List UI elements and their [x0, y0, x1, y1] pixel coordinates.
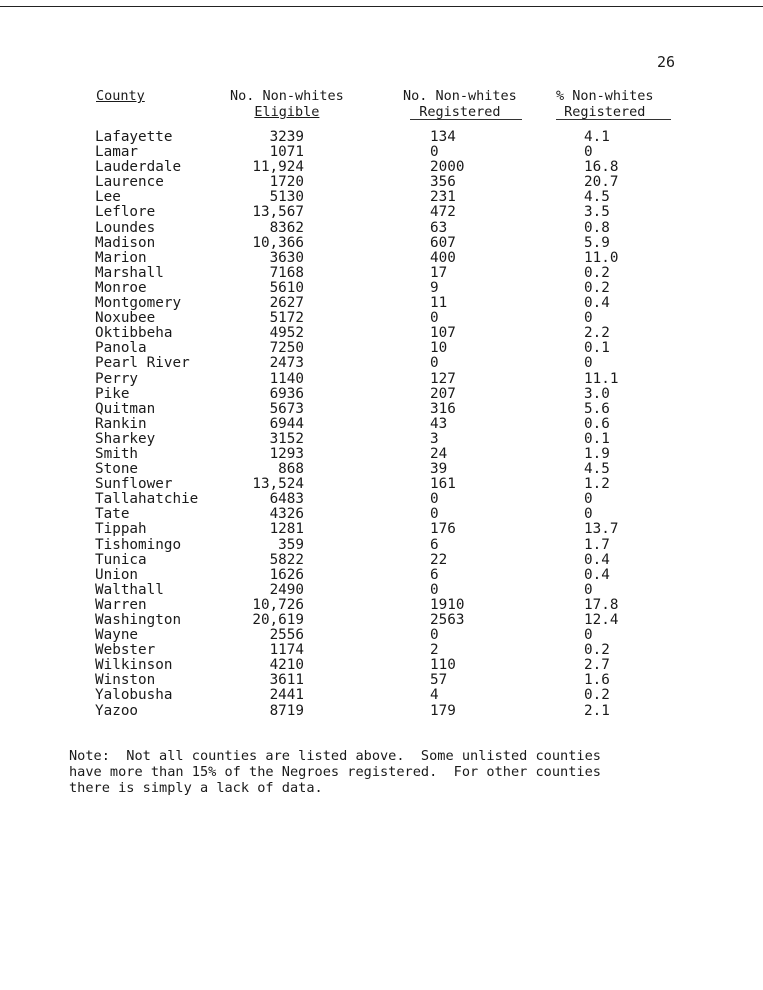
percent-cell: 16.8 — [584, 159, 619, 176]
registered-cell: 10 — [430, 340, 448, 357]
eligible-cell: 5673 — [269, 400, 304, 417]
eligible-cell: 359 — [278, 536, 304, 553]
table-row — [0, 341, 763, 356]
header-eligible-line2: Eligible — [254, 104, 320, 120]
registered-cell: 161 — [430, 476, 456, 493]
table-row — [0, 236, 763, 251]
table-row — [0, 658, 763, 673]
county-cell: Leflore — [95, 204, 156, 221]
county-cell: Washington — [95, 612, 182, 628]
eligible-cell: 20,619 — [252, 612, 304, 628]
table-row — [0, 462, 763, 477]
table-row — [0, 372, 763, 387]
eligible-cell: 2490 — [269, 581, 304, 598]
header-county-label: County — [96, 88, 145, 104]
registered-cell: 356 — [430, 174, 456, 191]
eligible-cell: 8719 — [269, 702, 304, 719]
table-row — [0, 492, 763, 507]
registered-cell: 3 — [430, 430, 439, 447]
eligible-cell: 13,567 — [252, 204, 304, 221]
header-registered-line2: Registered — [419, 104, 501, 120]
county-cell: Smith — [95, 445, 139, 462]
county-cell: Monroe — [95, 279, 147, 296]
table-row — [0, 281, 763, 296]
table-row — [0, 507, 763, 522]
percent-cell: 4.5 — [584, 461, 610, 478]
page-number: 26 — [657, 53, 676, 71]
registered-cell: 22 — [430, 551, 448, 568]
eligible-cell: 3152 — [269, 430, 304, 447]
eligible-cell: 2473 — [269, 355, 304, 372]
table-row — [0, 538, 763, 553]
registered-cell: 17 — [430, 264, 448, 281]
table-row — [0, 598, 763, 613]
percent-cell: 4.5 — [584, 189, 610, 206]
eligible-cell: 3630 — [269, 249, 304, 266]
county-cell: Tunica — [95, 551, 147, 568]
header-percent-line1: % Non-whites — [556, 88, 654, 104]
percent-cell: 0.1 — [584, 340, 610, 357]
header-percent-line2: Registered — [564, 104, 646, 120]
percent-cell: 0 — [584, 491, 593, 508]
registered-cell: 2000 — [430, 159, 465, 176]
percent-cell: 3.5 — [584, 204, 610, 221]
table-row — [0, 251, 763, 266]
county-cell: Webster — [95, 642, 156, 659]
percent-cell: 5.9 — [584, 234, 610, 251]
registered-cell: 0 — [430, 310, 439, 327]
county-cell: Sharkey — [95, 430, 156, 447]
percent-cell: 0.2 — [584, 687, 610, 704]
registered-cell: 57 — [430, 672, 448, 689]
table-row — [0, 643, 763, 658]
registered-cell: 6 — [430, 566, 439, 583]
table-row — [0, 447, 763, 462]
registered-cell: 2 — [430, 642, 439, 659]
percent-cell: 0.4 — [584, 551, 610, 568]
header-registered-underline — [410, 119, 522, 120]
registered-cell: 231 — [430, 189, 456, 206]
percent-cell: 2.7 — [584, 657, 610, 674]
percent-cell: 17.8 — [584, 596, 619, 613]
registered-cell: 0 — [430, 581, 439, 598]
table-row — [0, 583, 763, 598]
registered-cell: 4 — [430, 687, 439, 704]
footnote — [69, 748, 669, 796]
county-table — [0, 130, 763, 719]
percent-cell: 0.4 — [584, 566, 610, 583]
table-row — [0, 673, 763, 688]
percent-cell: 0 — [584, 627, 593, 644]
county-cell: Wilkinson — [95, 657, 173, 674]
percent-cell: 2.1 — [584, 702, 610, 719]
percent-cell: 0.2 — [584, 642, 610, 659]
percent-cell: 0.2 — [584, 279, 610, 296]
county-cell: Quitman — [95, 400, 156, 417]
registered-cell: 134 — [430, 129, 456, 145]
header-county — [96, 88, 145, 104]
table-row — [0, 190, 763, 205]
percent-cell: 11.0 — [584, 249, 619, 266]
table-row — [0, 704, 763, 719]
header-percent-underline — [556, 119, 671, 120]
registered-cell: 316 — [430, 400, 456, 417]
header-eligible — [230, 88, 344, 120]
eligible-cell: 11,924 — [252, 159, 304, 176]
eligible-cell: 868 — [278, 461, 304, 478]
table-row — [0, 613, 763, 628]
registered-cell: 6 — [430, 536, 439, 553]
county-cell: Oktibbeha — [95, 325, 173, 342]
table-row — [0, 145, 763, 160]
registered-cell: 0 — [430, 627, 439, 644]
eligible-cell: 4326 — [269, 506, 304, 523]
registered-cell: 0 — [430, 355, 439, 372]
registered-cell: 110 — [430, 657, 456, 674]
eligible-cell: 10,726 — [252, 596, 304, 613]
eligible-cell: 6936 — [269, 385, 304, 402]
county-cell: Laurence — [95, 174, 164, 191]
eligible-cell: 2441 — [269, 687, 304, 704]
eligible-cell: 1174 — [269, 642, 304, 659]
header-eligible-line1: No. Non-whites — [230, 88, 344, 104]
table-row — [0, 432, 763, 447]
county-cell: Union — [95, 566, 139, 583]
county-cell: Perry — [95, 370, 139, 387]
percent-cell: 20.7 — [584, 174, 619, 191]
county-cell: Montgomery — [95, 295, 182, 312]
county-cell: Noxubee — [95, 310, 156, 327]
table-row — [0, 266, 763, 281]
table-row — [0, 311, 763, 326]
eligible-cell: 1626 — [269, 566, 304, 583]
eligible-cell: 5130 — [269, 189, 304, 206]
registered-cell: 607 — [430, 234, 456, 251]
eligible-cell: 1140 — [269, 370, 304, 387]
eligible-cell: 2627 — [269, 295, 304, 312]
eligible-cell: 4210 — [269, 657, 304, 674]
footnote-line-3: there is simply a lack of data. — [69, 780, 323, 796]
table-row — [0, 205, 763, 220]
county-cell: Panola — [95, 340, 147, 357]
percent-cell: 1.6 — [584, 672, 610, 689]
percent-cell: 0 — [584, 581, 593, 598]
eligible-cell: 8362 — [269, 219, 304, 236]
percent-cell: 1.7 — [584, 536, 610, 553]
registered-cell: 1910 — [430, 596, 465, 613]
table-row — [0, 477, 763, 492]
eligible-cell: 7168 — [269, 264, 304, 281]
eligible-cell: 1071 — [269, 144, 304, 161]
registered-cell: 24 — [430, 445, 448, 462]
county-cell: Stone — [95, 461, 139, 478]
percent-cell: 0.4 — [584, 295, 610, 312]
percent-cell: 1.9 — [584, 445, 610, 462]
county-cell: Yalobusha — [95, 687, 173, 704]
county-cell: Yazoo — [95, 702, 139, 719]
percent-cell: 5.6 — [584, 400, 610, 417]
county-cell: Pike — [95, 385, 130, 402]
percent-cell: 13.7 — [584, 521, 619, 538]
county-cell: Warren — [95, 596, 147, 613]
eligible-cell: 1293 — [269, 445, 304, 462]
registered-cell: 127 — [430, 370, 456, 387]
percent-cell: 12.4 — [584, 612, 619, 628]
eligible-cell: 3611 — [269, 672, 304, 689]
registered-cell: 2563 — [430, 612, 465, 628]
registered-cell: 43 — [430, 415, 448, 432]
eligible-cell: 6944 — [269, 415, 304, 432]
eligible-cell: 5172 — [269, 310, 304, 327]
county-cell: Tate — [95, 506, 130, 523]
county-cell: Marshall — [95, 264, 164, 281]
eligible-cell: 3239 — [269, 129, 304, 145]
percent-cell: 0 — [584, 506, 593, 523]
registered-cell: 0 — [430, 144, 439, 161]
table-row — [0, 628, 763, 643]
percent-cell: 11.1 — [584, 370, 619, 387]
county-cell: Lee — [95, 189, 121, 206]
table-row — [0, 175, 763, 190]
county-cell: Tishomingo — [95, 536, 182, 553]
table-row — [0, 160, 763, 175]
eligible-cell: 6483 — [269, 491, 304, 508]
eligible-cell: 10,366 — [252, 234, 304, 251]
eligible-cell: 4952 — [269, 325, 304, 342]
percent-cell: 0.8 — [584, 219, 610, 236]
eligible-cell: 1281 — [269, 521, 304, 538]
county-cell: Lamar — [95, 144, 139, 161]
percent-cell: 0.1 — [584, 430, 610, 447]
registered-cell: 179 — [430, 702, 456, 719]
percent-cell: 0 — [584, 355, 593, 372]
registered-cell: 39 — [430, 461, 448, 478]
registered-cell: 11 — [430, 295, 448, 312]
registered-cell: 63 — [430, 219, 448, 236]
table-row — [0, 402, 763, 417]
percent-cell: 0 — [584, 310, 593, 327]
footnote-line-2: have more than 15% of the Negroes registered. For other counties — [69, 764, 601, 780]
header-registered-line1: No. Non-whites — [403, 88, 517, 104]
eligible-cell: 5610 — [269, 279, 304, 296]
registered-cell: 0 — [430, 506, 439, 523]
registered-cell: 9 — [430, 279, 439, 296]
percent-cell: 4.1 — [584, 129, 610, 145]
county-cell: Madison — [95, 234, 156, 251]
table-row — [0, 417, 763, 432]
county-cell: Tippah — [95, 521, 147, 538]
percent-cell: 1.2 — [584, 476, 610, 493]
registered-cell: 176 — [430, 521, 456, 538]
eligible-cell: 5822 — [269, 551, 304, 568]
county-cell: Tallahatchie — [95, 491, 199, 508]
county-cell: Lauderdale — [95, 159, 182, 176]
county-cell: Wayne — [95, 627, 139, 644]
county-cell: Winston — [95, 672, 156, 689]
registered-cell: 207 — [430, 385, 456, 402]
eligible-cell: 7250 — [269, 340, 304, 357]
percent-cell: 0.2 — [584, 264, 610, 281]
table-row — [0, 522, 763, 537]
footnote-line-1: Note: Not all counties are listed above. Some unlisted counties — [69, 748, 601, 764]
eligible-cell: 1720 — [269, 174, 304, 191]
table-row — [0, 553, 763, 568]
header-percent — [556, 88, 654, 120]
county-cell: Marion — [95, 249, 147, 266]
table-row — [0, 296, 763, 311]
header-registered — [403, 88, 517, 120]
table-row — [0, 356, 763, 371]
percent-cell: 3.0 — [584, 385, 610, 402]
registered-cell: 472 — [430, 204, 456, 221]
county-cell: Sunflower — [95, 476, 173, 493]
table-row — [0, 326, 763, 341]
county-cell: Pearl River — [95, 355, 190, 372]
eligible-cell: 2556 — [269, 627, 304, 644]
top-rule — [0, 6, 763, 7]
county-cell: Walthall — [95, 581, 164, 598]
percent-cell: 0 — [584, 144, 593, 161]
registered-cell: 400 — [430, 249, 456, 266]
table-row — [0, 130, 763, 145]
table-row — [0, 688, 763, 703]
eligible-cell: 13,524 — [252, 476, 304, 493]
table-row — [0, 568, 763, 583]
registered-cell: 107 — [430, 325, 456, 342]
table-row — [0, 221, 763, 236]
county-cell: Lafayette — [95, 129, 173, 145]
county-cell: Loundes — [95, 219, 156, 236]
table-row — [0, 387, 763, 402]
registered-cell: 0 — [430, 491, 439, 508]
county-cell: Rankin — [95, 415, 147, 432]
percent-cell: 2.2 — [584, 325, 610, 342]
percent-cell: 0.6 — [584, 415, 610, 432]
